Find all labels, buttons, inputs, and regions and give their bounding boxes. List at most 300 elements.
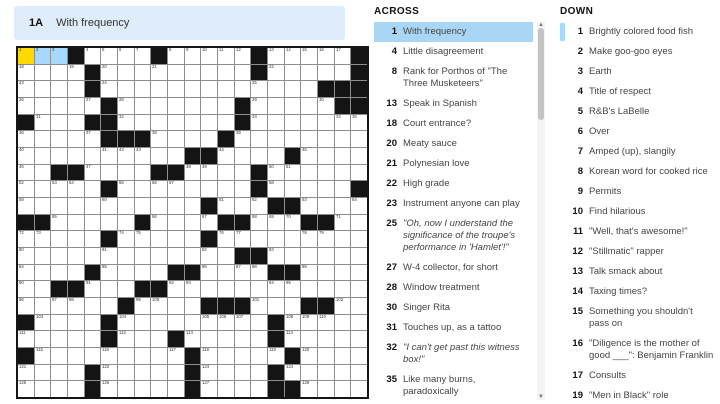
grid-cell[interactable] xyxy=(185,331,201,347)
grid-cell[interactable] xyxy=(318,348,334,364)
grid-cell[interactable] xyxy=(201,215,217,231)
down-clue-14[interactable] xyxy=(560,282,719,302)
grid-cell[interactable] xyxy=(118,215,134,231)
grid-cell[interactable] xyxy=(85,48,101,64)
grid-cell[interactable] xyxy=(351,231,367,247)
grid-cell[interactable] xyxy=(135,315,151,331)
grid-cell[interactable] xyxy=(285,231,301,247)
grid-cell[interactable] xyxy=(85,165,101,181)
grid-cell[interactable] xyxy=(301,148,317,164)
grid-cell[interactable] xyxy=(68,131,84,147)
grid-cell[interactable] xyxy=(18,65,34,81)
grid-cell[interactable] xyxy=(335,215,351,231)
grid-cell[interactable] xyxy=(218,348,234,364)
grid-cell[interactable] xyxy=(51,315,67,331)
grid-cell[interactable] xyxy=(268,215,284,231)
grid-cell[interactable] xyxy=(351,248,367,264)
grid-cell[interactable] xyxy=(51,81,67,97)
grid-cell[interactable] xyxy=(51,231,67,247)
grid-cell[interactable] xyxy=(251,98,267,114)
grid-cell[interactable] xyxy=(251,315,267,331)
grid-cell[interactable] xyxy=(218,248,234,264)
down-clue-8[interactable] xyxy=(560,162,719,182)
grid-cell[interactable] xyxy=(35,181,51,197)
grid-cell[interactable] xyxy=(68,231,84,247)
grid-cell[interactable] xyxy=(301,65,317,81)
grid-cell[interactable] xyxy=(68,248,84,264)
down-clue-16[interactable] xyxy=(560,334,719,366)
grid-cell[interactable] xyxy=(51,65,67,81)
grid-cell[interactable] xyxy=(51,131,67,147)
down-clue-9[interactable] xyxy=(560,182,719,202)
grid-cell[interactable] xyxy=(318,365,334,381)
grid-cell[interactable] xyxy=(85,298,101,314)
down-clue-12[interactable] xyxy=(560,242,719,262)
grid-cell[interactable] xyxy=(351,148,367,164)
grid-cell[interactable] xyxy=(235,65,251,81)
grid-cell[interactable] xyxy=(201,265,217,281)
grid-cell[interactable] xyxy=(151,148,167,164)
grid-cell[interactable] xyxy=(101,198,117,214)
grid-cell[interactable] xyxy=(268,48,284,64)
grid-cell[interactable] xyxy=(301,248,317,264)
grid-cell[interactable] xyxy=(118,98,134,114)
grid-cell[interactable] xyxy=(151,181,167,197)
grid-cell[interactable] xyxy=(118,115,134,131)
grid-cell[interactable] xyxy=(68,265,84,281)
grid-cell[interactable] xyxy=(135,115,151,131)
grid-cell[interactable] xyxy=(168,248,184,264)
grid-cell[interactable] xyxy=(101,81,117,97)
grid-cell[interactable] xyxy=(18,131,34,147)
grid-cell[interactable] xyxy=(218,165,234,181)
grid-cell[interactable] xyxy=(168,81,184,97)
grid-cell[interactable] xyxy=(68,181,84,197)
grid-cell[interactable] xyxy=(268,148,284,164)
grid-cell[interactable] xyxy=(201,81,217,97)
grid-cell[interactable] xyxy=(151,98,167,114)
grid-cell[interactable] xyxy=(185,131,201,147)
grid-cell[interactable] xyxy=(118,281,134,297)
grid-cell[interactable] xyxy=(85,231,101,247)
grid-cell[interactable] xyxy=(335,248,351,264)
grid-cell[interactable] xyxy=(185,215,201,231)
grid-cell[interactable] xyxy=(268,165,284,181)
scrollbar-up-arrow[interactable]: ▲ xyxy=(538,22,544,28)
grid-cell[interactable] xyxy=(101,298,117,314)
grid-cell[interactable] xyxy=(118,148,134,164)
grid-cell[interactable] xyxy=(268,131,284,147)
grid-cell[interactable] xyxy=(151,348,167,364)
grid-cell[interactable] xyxy=(185,315,201,331)
grid-cell[interactable] xyxy=(135,65,151,81)
grid-cell[interactable] xyxy=(35,281,51,297)
grid-cell[interactable] xyxy=(218,281,234,297)
grid-cell[interactable] xyxy=(235,81,251,97)
grid-cell[interactable] xyxy=(335,281,351,297)
grid-cell[interactable] xyxy=(118,248,134,264)
grid-cell[interactable] xyxy=(168,298,184,314)
grid-cell[interactable] xyxy=(351,165,367,181)
across-clue-22[interactable] xyxy=(374,174,533,194)
grid-cell[interactable] xyxy=(118,331,134,347)
grid-cell[interactable] xyxy=(185,181,201,197)
grid-cell[interactable] xyxy=(318,248,334,264)
across-clue-31[interactable] xyxy=(374,318,533,338)
scrollbar-thumb[interactable] xyxy=(538,28,544,120)
grid-cell[interactable] xyxy=(168,131,184,147)
grid-cell[interactable] xyxy=(285,215,301,231)
down-clue-19[interactable] xyxy=(560,386,719,404)
grid-cell[interactable] xyxy=(351,348,367,364)
grid-cell[interactable] xyxy=(151,298,167,314)
across-clue-4[interactable] xyxy=(374,42,533,62)
grid-cell[interactable] xyxy=(218,81,234,97)
grid-cell[interactable] xyxy=(318,315,334,331)
grid-cell[interactable] xyxy=(135,381,151,397)
grid-cell[interactable] xyxy=(235,381,251,397)
grid-cell[interactable] xyxy=(18,248,34,264)
grid-cell[interactable] xyxy=(218,148,234,164)
grid-cell[interactable] xyxy=(51,215,67,231)
grid-cell[interactable] xyxy=(35,115,51,131)
grid-cell[interactable] xyxy=(118,165,134,181)
grid-cell[interactable] xyxy=(151,315,167,331)
grid-cell[interactable] xyxy=(68,215,84,231)
grid-cell[interactable] xyxy=(318,131,334,147)
grid-cell[interactable] xyxy=(168,115,184,131)
grid-cell[interactable] xyxy=(68,298,84,314)
grid-cell[interactable] xyxy=(251,331,267,347)
grid-cell[interactable] xyxy=(35,348,51,364)
grid-cell[interactable] xyxy=(301,331,317,347)
grid-cell[interactable] xyxy=(218,265,234,281)
grid-cell[interactable] xyxy=(351,298,367,314)
grid-cell[interactable] xyxy=(35,381,51,397)
grid-cell[interactable] xyxy=(118,315,134,331)
crossword-grid[interactable] xyxy=(16,46,369,399)
grid-cell[interactable] xyxy=(268,115,284,131)
grid-cell[interactable] xyxy=(335,231,351,247)
grid-cell[interactable] xyxy=(68,365,84,381)
grid-cell[interactable] xyxy=(318,331,334,347)
grid-cell[interactable] xyxy=(101,381,117,397)
grid-cell[interactable] xyxy=(251,81,267,97)
grid-cell[interactable] xyxy=(201,281,217,297)
grid-cell[interactable] xyxy=(35,365,51,381)
grid-cell[interactable] xyxy=(335,48,351,64)
grid-cell[interactable] xyxy=(68,381,84,397)
down-clue-17[interactable] xyxy=(560,366,719,386)
grid-cell[interactable] xyxy=(135,181,151,197)
grid-cell[interactable] xyxy=(35,231,51,247)
grid-cell[interactable] xyxy=(318,48,334,64)
grid-cell[interactable] xyxy=(85,331,101,347)
grid-cell[interactable] xyxy=(201,98,217,114)
grid-cell[interactable] xyxy=(185,115,201,131)
current-clue-bar[interactable] xyxy=(14,6,345,40)
grid-cell[interactable] xyxy=(68,198,84,214)
grid-cell[interactable] xyxy=(135,265,151,281)
across-clue-27[interactable] xyxy=(374,258,533,278)
grid-cell[interactable] xyxy=(318,281,334,297)
grid-cell[interactable] xyxy=(301,165,317,181)
grid-cell[interactable] xyxy=(35,298,51,314)
grid-cell[interactable] xyxy=(168,315,184,331)
grid-cell[interactable] xyxy=(351,281,367,297)
grid-cell[interactable] xyxy=(268,81,284,97)
grid-cell[interactable] xyxy=(68,348,84,364)
grid-cell[interactable] xyxy=(151,331,167,347)
grid-cell[interactable] xyxy=(251,365,267,381)
grid-cell[interactable] xyxy=(135,365,151,381)
grid-cell[interactable] xyxy=(68,65,84,81)
grid-cell[interactable] xyxy=(335,331,351,347)
grid-cell[interactable] xyxy=(335,181,351,197)
grid-cell[interactable] xyxy=(301,98,317,114)
grid-cell[interactable] xyxy=(301,348,317,364)
grid-cell[interactable] xyxy=(285,365,301,381)
grid-cell[interactable] xyxy=(218,365,234,381)
grid-cell[interactable] xyxy=(118,231,134,247)
down-clue-6[interactable] xyxy=(560,122,719,142)
grid-cell[interactable] xyxy=(18,98,34,114)
grid-cell[interactable] xyxy=(235,198,251,214)
grid-cell[interactable] xyxy=(101,265,117,281)
grid-cell[interactable] xyxy=(118,181,134,197)
grid-cell[interactable] xyxy=(235,265,251,281)
grid-cell[interactable] xyxy=(68,315,84,331)
grid-cell[interactable] xyxy=(268,298,284,314)
grid-cell[interactable] xyxy=(201,248,217,264)
grid-cell[interactable] xyxy=(168,215,184,231)
grid-cell[interactable] xyxy=(218,198,234,214)
grid-cell[interactable] xyxy=(335,131,351,147)
grid-cell[interactable] xyxy=(335,298,351,314)
grid-cell[interactable] xyxy=(335,148,351,164)
grid-cell[interactable] xyxy=(318,65,334,81)
grid-cell[interactable] xyxy=(101,65,117,81)
grid-cell[interactable] xyxy=(201,131,217,147)
across-clue-23[interactable] xyxy=(374,194,533,214)
grid-cell[interactable] xyxy=(318,381,334,397)
grid-cell[interactable] xyxy=(251,381,267,397)
grid-cell[interactable] xyxy=(335,165,351,181)
grid-cell[interactable] xyxy=(35,265,51,281)
grid-cell[interactable] xyxy=(335,198,351,214)
grid-cell[interactable] xyxy=(168,198,184,214)
grid-cell[interactable] xyxy=(118,381,134,397)
grid-cell[interactable] xyxy=(201,381,217,397)
grid-cell[interactable] xyxy=(18,81,34,97)
grid-cell[interactable] xyxy=(51,365,67,381)
grid-cell[interactable] xyxy=(301,231,317,247)
grid-cell[interactable] xyxy=(318,231,334,247)
grid-cell[interactable] xyxy=(101,281,117,297)
grid-cell[interactable] xyxy=(201,48,217,64)
down-clue-15[interactable] xyxy=(560,302,719,334)
down-clue-5[interactable] xyxy=(560,102,719,122)
grid-cell[interactable] xyxy=(68,148,84,164)
across-clue-32[interactable] xyxy=(374,338,533,370)
grid-cell[interactable] xyxy=(285,65,301,81)
grid-cell[interactable] xyxy=(218,331,234,347)
grid-cell[interactable] xyxy=(68,98,84,114)
grid-cell[interactable] xyxy=(318,198,334,214)
down-clue-4[interactable] xyxy=(560,82,719,102)
down-clue-1[interactable] xyxy=(560,22,719,42)
down-clue-10[interactable] xyxy=(560,202,719,222)
grid-cell[interactable] xyxy=(351,265,367,281)
grid-cell[interactable] xyxy=(51,348,67,364)
grid-cell[interactable] xyxy=(235,331,251,347)
grid-cell[interactable] xyxy=(18,198,34,214)
grid-cell[interactable] xyxy=(85,98,101,114)
grid-cell[interactable] xyxy=(235,148,251,164)
grid-cell[interactable] xyxy=(168,348,184,364)
grid-cell[interactable] xyxy=(335,315,351,331)
grid-cell[interactable] xyxy=(185,165,201,181)
grid-cell[interactable] xyxy=(318,181,334,197)
grid-cell[interactable] xyxy=(35,198,51,214)
grid-cell[interactable] xyxy=(235,231,251,247)
grid-cell[interactable] xyxy=(201,365,217,381)
grid-cell[interactable] xyxy=(101,215,117,231)
grid-cell[interactable] xyxy=(18,148,34,164)
grid-cell[interactable] xyxy=(251,348,267,364)
grid-cell[interactable] xyxy=(118,198,134,214)
grid-cell[interactable] xyxy=(135,48,151,64)
grid-cell[interactable] xyxy=(218,98,234,114)
across-clue-8[interactable] xyxy=(374,62,533,94)
grid-cell[interactable] xyxy=(35,98,51,114)
grid-cell[interactable] xyxy=(218,315,234,331)
grid-cell[interactable] xyxy=(51,198,67,214)
grid-cell[interactable] xyxy=(268,248,284,264)
grid-cell[interactable] xyxy=(235,165,251,181)
down-clue-13[interactable] xyxy=(560,262,719,282)
grid-cell[interactable] xyxy=(135,231,151,247)
grid-cell[interactable] xyxy=(35,65,51,81)
grid-cell[interactable] xyxy=(135,165,151,181)
grid-cell[interactable] xyxy=(201,115,217,131)
grid-cell[interactable] xyxy=(101,48,117,64)
grid-cell[interactable] xyxy=(18,48,34,64)
grid-cell[interactable] xyxy=(301,131,317,147)
grid-cell[interactable] xyxy=(118,348,134,364)
grid-cell[interactable] xyxy=(151,381,167,397)
grid-cell[interactable] xyxy=(218,65,234,81)
grid-cell[interactable] xyxy=(268,231,284,247)
grid-cell[interactable] xyxy=(168,65,184,81)
grid-cell[interactable] xyxy=(135,81,151,97)
down-clue-2[interactable] xyxy=(560,42,719,62)
grid-cell[interactable] xyxy=(351,198,367,214)
grid-cell[interactable] xyxy=(151,248,167,264)
grid-cell[interactable] xyxy=(301,281,317,297)
grid-cell[interactable] xyxy=(18,298,34,314)
grid-cell[interactable] xyxy=(268,98,284,114)
grid-cell[interactable] xyxy=(51,98,67,114)
grid-cell[interactable] xyxy=(251,265,267,281)
grid-cell[interactable] xyxy=(151,81,167,97)
grid-cell[interactable] xyxy=(51,48,67,64)
grid-cell[interactable] xyxy=(218,231,234,247)
grid-cell[interactable] xyxy=(285,131,301,147)
grid-cell[interactable] xyxy=(251,131,267,147)
grid-cell[interactable] xyxy=(351,381,367,397)
grid-cell[interactable] xyxy=(35,81,51,97)
down-clue-7[interactable] xyxy=(560,142,719,162)
grid-cell[interactable] xyxy=(35,131,51,147)
grid-cell[interactable] xyxy=(168,281,184,297)
grid-cell[interactable] xyxy=(251,115,267,131)
grid-cell[interactable] xyxy=(335,65,351,81)
grid-cell[interactable] xyxy=(51,298,67,314)
grid-cell[interactable] xyxy=(185,81,201,97)
grid-cell[interactable] xyxy=(235,48,251,64)
grid-cell[interactable] xyxy=(235,365,251,381)
grid-cell[interactable] xyxy=(268,281,284,297)
grid-cell[interactable] xyxy=(351,131,367,147)
grid-cell[interactable] xyxy=(18,265,34,281)
grid-cell[interactable] xyxy=(151,365,167,381)
grid-cell[interactable] xyxy=(51,148,67,164)
grid-cell[interactable] xyxy=(201,331,217,347)
grid-cell[interactable] xyxy=(251,281,267,297)
grid-cell[interactable] xyxy=(285,315,301,331)
grid-cell[interactable] xyxy=(351,365,367,381)
grid-cell[interactable] xyxy=(85,315,101,331)
grid-cell[interactable] xyxy=(151,215,167,231)
grid-cell[interactable] xyxy=(318,148,334,164)
grid-cell[interactable] xyxy=(51,248,67,264)
grid-cell[interactable] xyxy=(235,181,251,197)
grid-cell[interactable] xyxy=(335,365,351,381)
grid-cell[interactable] xyxy=(318,98,334,114)
grid-cell[interactable] xyxy=(251,198,267,214)
grid-cell[interactable] xyxy=(35,165,51,181)
grid-cell[interactable] xyxy=(185,298,201,314)
grid-cell[interactable] xyxy=(85,131,101,147)
grid-cell[interactable] xyxy=(301,198,317,214)
grid-cell[interactable] xyxy=(35,315,51,331)
grid-cell[interactable] xyxy=(18,365,34,381)
across-clue-21[interactable] xyxy=(374,154,533,174)
grid-cell[interactable] xyxy=(168,381,184,397)
grid-cell[interactable] xyxy=(201,315,217,331)
grid-cell[interactable] xyxy=(285,181,301,197)
grid-cell[interactable] xyxy=(18,381,34,397)
grid-cell[interactable] xyxy=(35,48,51,64)
grid-cell[interactable] xyxy=(101,148,117,164)
grid-cell[interactable] xyxy=(235,348,251,364)
grid-cell[interactable] xyxy=(301,315,317,331)
grid-cell[interactable] xyxy=(301,81,317,97)
grid-cell[interactable] xyxy=(285,115,301,131)
grid-cell[interactable] xyxy=(285,48,301,64)
grid-cell[interactable] xyxy=(135,98,151,114)
across-clue-20[interactable] xyxy=(374,134,533,154)
grid-cell[interactable] xyxy=(85,215,101,231)
grid-cell[interactable] xyxy=(35,148,51,164)
across-clue-25[interactable] xyxy=(374,214,533,258)
grid-cell[interactable] xyxy=(301,48,317,64)
grid-cell[interactable] xyxy=(318,115,334,131)
grid-cell[interactable] xyxy=(51,331,67,347)
grid-cell[interactable] xyxy=(235,315,251,331)
grid-cell[interactable] xyxy=(335,348,351,364)
